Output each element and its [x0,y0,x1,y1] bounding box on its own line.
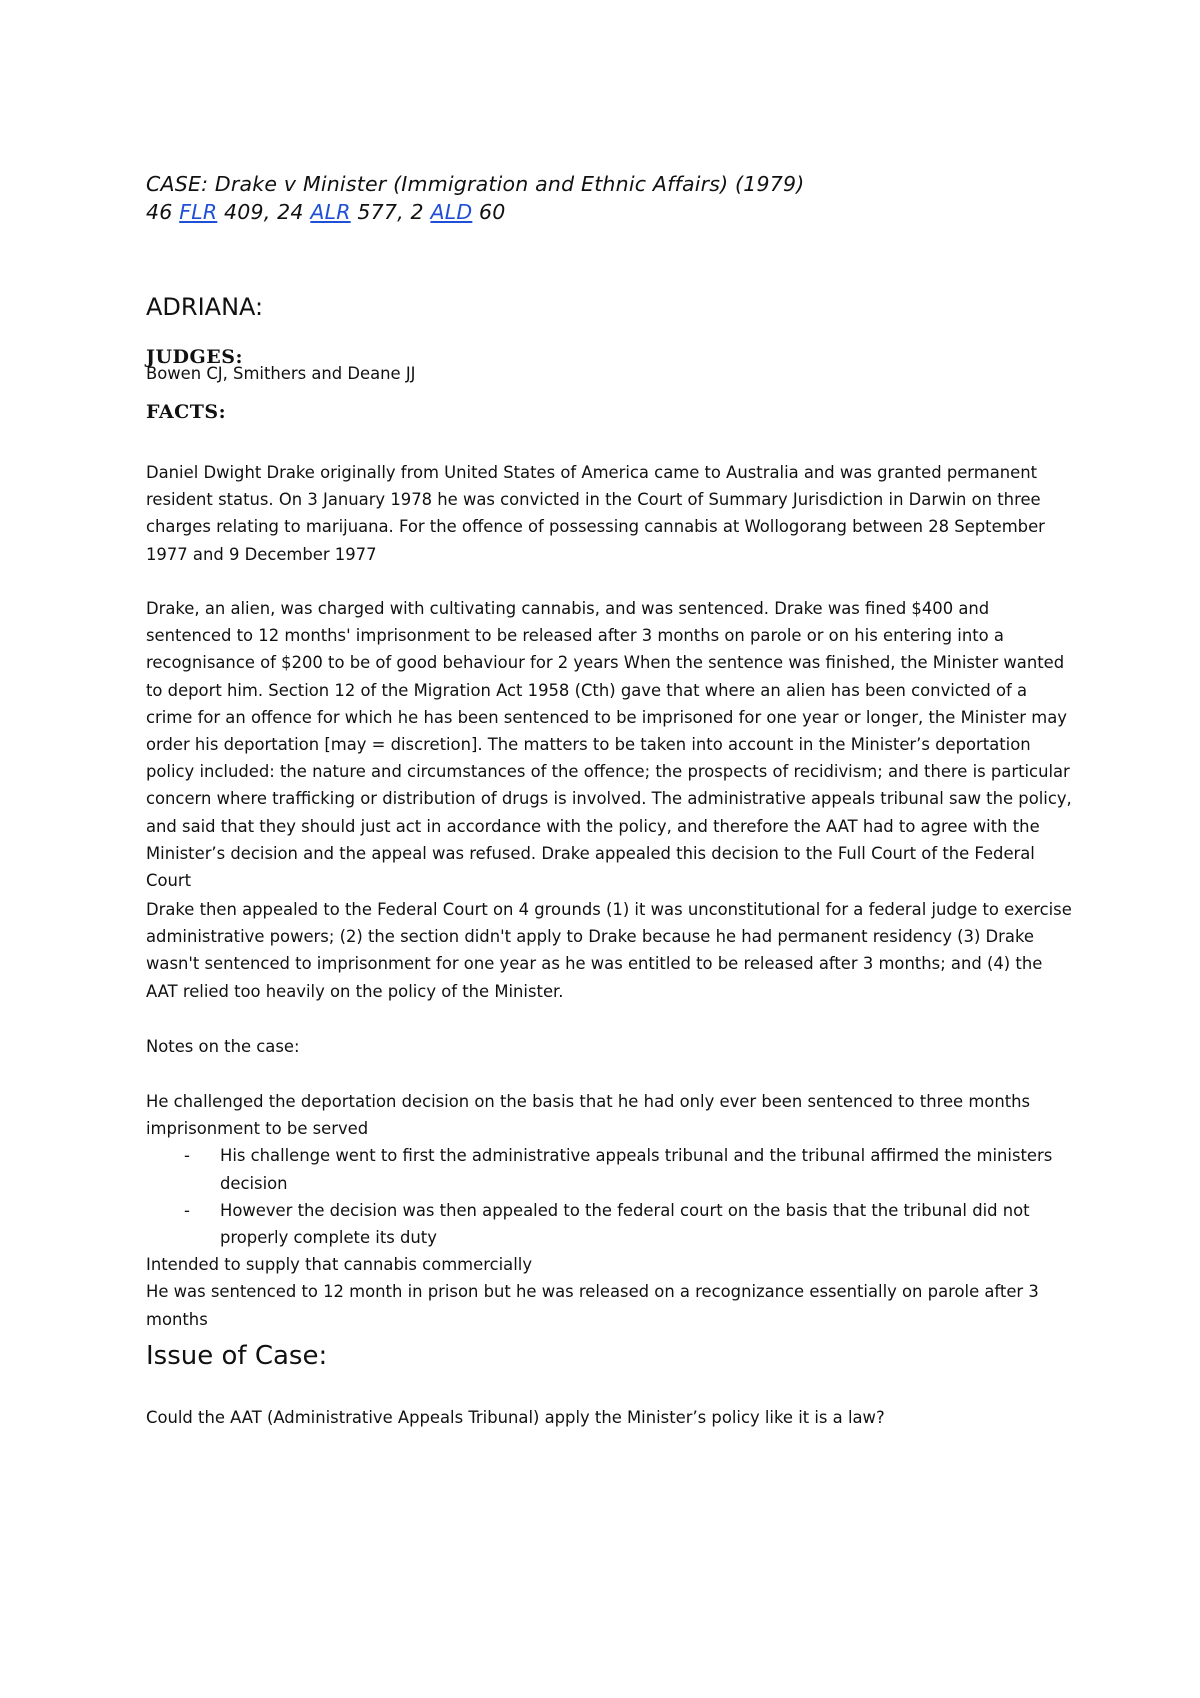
bullet-dash: - [184,1146,190,1166]
facts-paragraph-1: Daniel Dwight Drake originally from United States of America came to Australia and was granted permanent resident status. On 3 January 1978 he was convicted in the Court of Summary Jurisdiction in Darwin on three charges relating to marijuana. For the offence of possessing cannabis at Wollogorang between 28 September 1977 and 9 December 1977 [146,463,1045,564]
facts-paragraph-2: Drake, an alien, was charged with cultivating cannabis, and was sentenced. Drake was fined $400 and sentenced to 12 months' imprisonment to be released after 3 months on parole or on his entering into a recognisance of $200 to be of good behaviour for 2 years When the sentence was finished, the Minister wanted to deport him. Section 12 of the Migration Act 1958 (Cth) gave that where an alien has been convicted of a crime for an offence for which he has been sentenced to be imprisoned for one year or longer, the Minister may order his deportation [may = discretion]. The matters to be taken into account in the Minister’s deportation policy included: the nature and circumstances of the offence; the prospects of recidivism; and there is particular concern where trafficking or distribution of drugs is involved. The administrative appeals tribunal saw the policy, and said that they should just act in accordance with the policy, and therefore the AAT had to agree with the Minister’s decision and the appeal was refused. Drake appealed this decision to the Full Court of the Federal Court [146,599,1072,891]
judges-heading: JUDGES: [146,346,243,368]
ald-link[interactable]: ALD [430,200,473,224]
judges-text: Bowen CJ, Smithers and Deane JJ [146,364,416,383]
flr-link[interactable]: FLR [179,200,218,224]
issue-heading: Issue of Case: [146,1341,328,1371]
notes-label: Notes on the case: [146,1037,300,1056]
case-citation [146,170,1076,226]
facts-heading: FACTS: [146,401,227,423]
bullet-dash: - [184,1200,190,1220]
case-title-line: CASE: Drake v Minister (Immigration and Ethnic Affairs) (1979) [146,172,805,196]
notes-section [146,1088,1076,1333]
notes-bullet-list [146,1142,1076,1251]
list-item: - However the decision was then appealed to the federal court on the basis that the tribunal did not properly complete its duty [146,1197,1076,1251]
alr-link[interactable]: ALR [310,200,351,224]
notes-line-sentenced: He was sentenced to 12 month in prison but he was released on a recognizance essentially on parole after 3 months [146,1282,1039,1329]
document-page [146,170,1076,1427]
issue-text: Could the AAT (Administrative Appeals Tribunal) apply the Minister’s policy like it is a law? [146,1408,885,1427]
notes-intro: He challenged the deportation decision on the basis that he had only ever been sentenced to three months imprisonment to be served [146,1092,1031,1139]
case-reports-line: 46 FLR 409, 24 ALR 577, 2 ALD 60 [146,200,506,224]
adriana-heading: ADRIANA: [146,293,264,321]
notes-line-intended: Intended to supply that cannabis commercially [146,1255,533,1275]
facts-paragraph-3: Drake then appealed to the Federal Court on 4 grounds (1) it was unconstitutional for a federal judge to exercise administrative powers; (2) the section didn't apply to Drake because he had permanent residency (3) Drake wasn't sentenced to imprisonment for one year as he was entitled to be released after 3 months; and (4) the AAT relied too heavily on the policy of the Minister. [146,900,1072,1001]
list-item: - His challenge went to first the administrative appeals tribunal and the tribunal affirmed the ministers decision [146,1142,1076,1196]
